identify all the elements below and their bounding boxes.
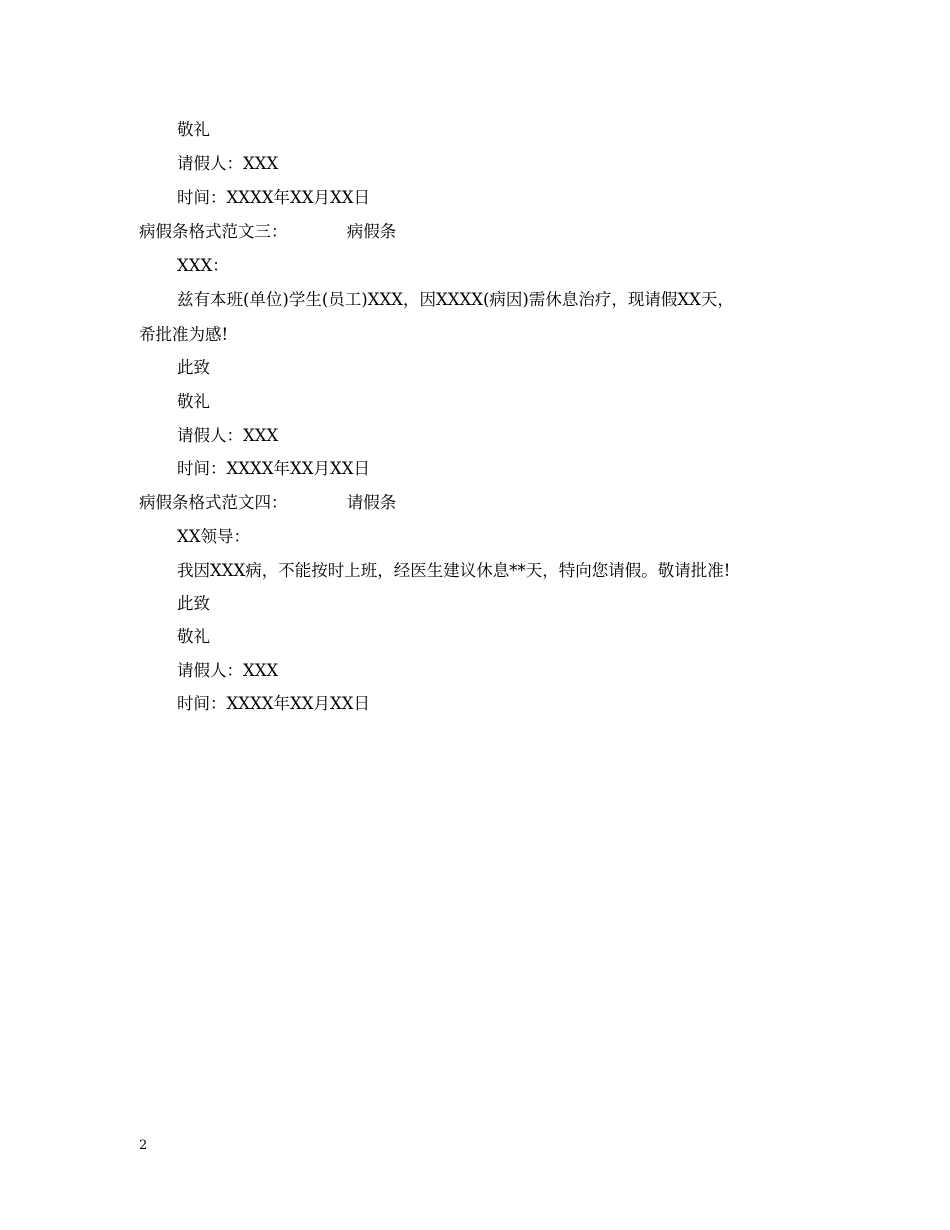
section-title: 病假条 bbox=[346, 222, 397, 241]
date-line: 时间：XXXX年XX月XX日 bbox=[177, 694, 370, 713]
salutation-line: XX领导： bbox=[177, 527, 250, 546]
section-label: 病假条格式范文三： bbox=[139, 222, 288, 241]
date-line: 时间：XXXX年XX月XX日 bbox=[177, 188, 370, 207]
section-label: 病假条格式范文四： bbox=[139, 493, 288, 512]
section-title: 请假条 bbox=[346, 493, 397, 512]
closing-line: 敬礼 bbox=[177, 392, 210, 411]
body-line-continued: 希批准为感! bbox=[139, 325, 229, 344]
salutation-line: XXX： bbox=[177, 256, 229, 275]
closing-line: 敬礼 bbox=[177, 120, 210, 139]
section-heading bbox=[139, 492, 396, 514]
closing-line: 敬礼 bbox=[177, 627, 210, 646]
section-heading bbox=[139, 221, 396, 243]
date-line: 时间：XXXX年XX月XX日 bbox=[177, 459, 370, 478]
regards-line: 此致 bbox=[177, 594, 210, 613]
body-line: 我因XXX病，不能按时上班，经医生建议休息**天，特向您请假。敬请批准! bbox=[177, 561, 731, 580]
page-number: 2 bbox=[139, 1138, 148, 1153]
applicant-line: 请假人：XXX bbox=[177, 661, 279, 680]
body-line: 兹有本班(单位)学生(员工)XXX，因XXXX(病因)需休息治疗，现请假XX天， bbox=[177, 290, 734, 309]
regards-line: 此致 bbox=[177, 358, 210, 377]
applicant-line: 请假人：XXX bbox=[177, 154, 279, 173]
applicant-line: 请假人：XXX bbox=[177, 426, 279, 445]
